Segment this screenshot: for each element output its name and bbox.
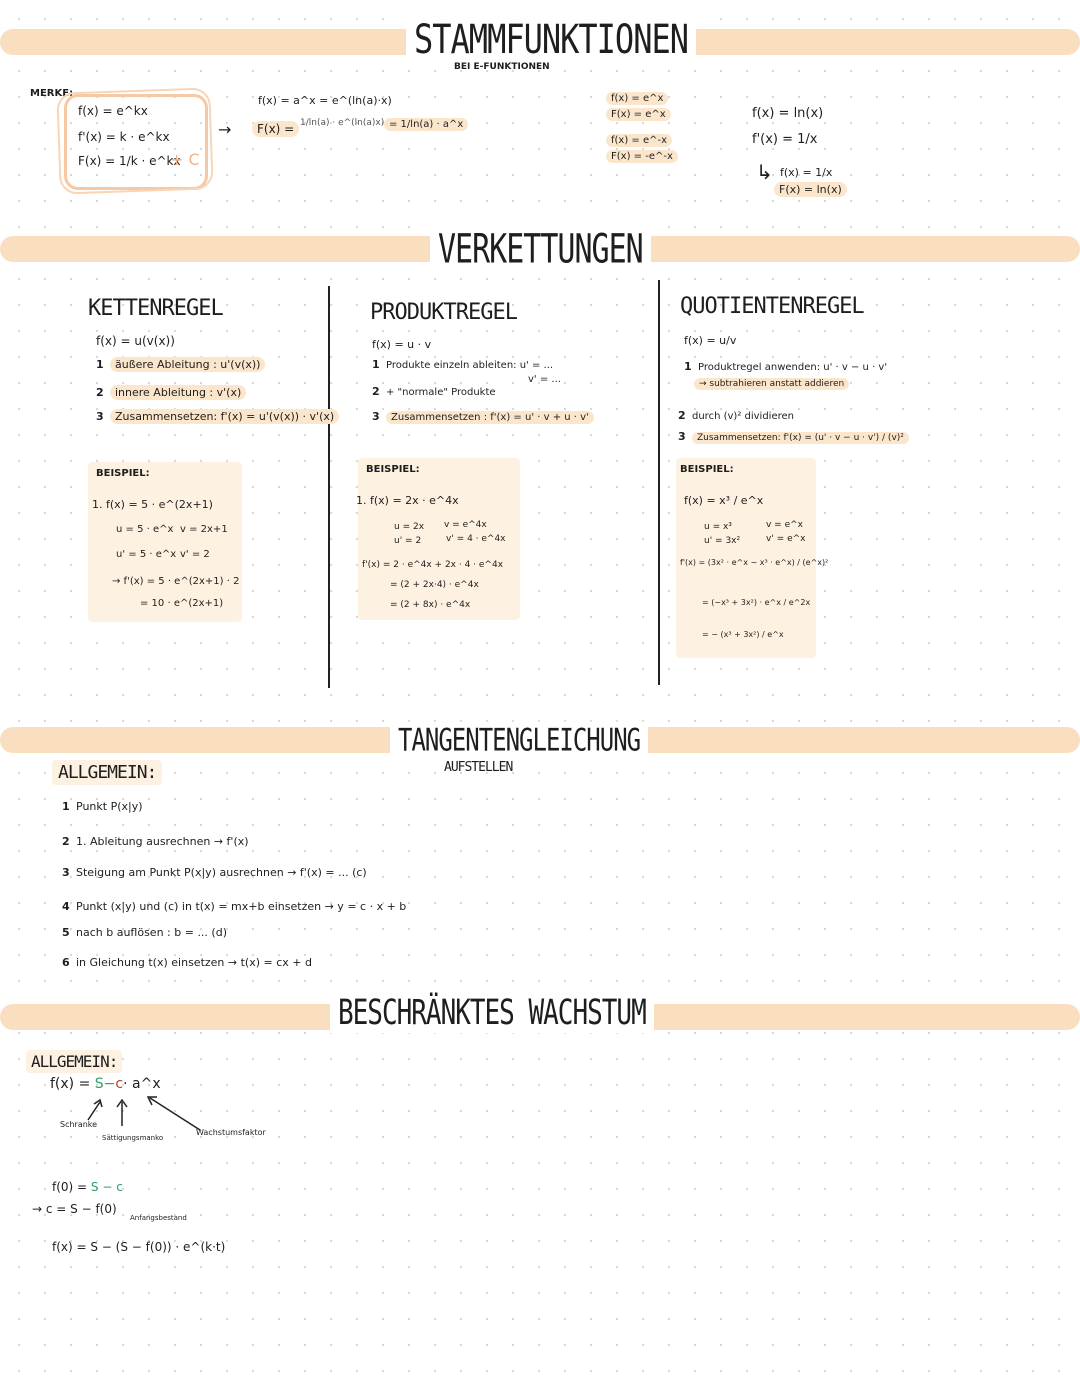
step-number: 1	[372, 358, 380, 371]
wachstum-allgemein-label: ALLGEMEIN:	[26, 1050, 122, 1073]
produktregel-ex-result-3: = (2 + 8x) · e^4x	[390, 600, 471, 610]
column-divider-2	[658, 280, 660, 685]
step-number: 3	[678, 430, 686, 443]
quotientenregel-ex-du: u' = 3x²	[704, 536, 741, 546]
kettenregel-heading: KETTENREGEL	[88, 296, 223, 321]
section-title-wachstum: BESCHRÄNKTES WACHSTUM	[330, 993, 654, 1034]
step-text: Zusammensetzen : f'(x) = u' · v + u · v'	[386, 411, 594, 424]
kettenregel-ex-result-1: → f'(x) = 5 · e^(2x+1) · 2	[112, 576, 240, 587]
quotientenregel-ex-v: v = e^x	[766, 520, 803, 530]
quotientenregel-ex-1: f(x) = x³ / e^x	[684, 494, 764, 507]
produktregel-form: f(x) = u · v	[372, 338, 432, 351]
quotientenregel-example-label: BEISPIEL:	[680, 464, 734, 475]
kettenregel-example-label: BEISPIEL:	[96, 468, 150, 479]
produktregel-step-1b: v' = ...	[528, 374, 561, 385]
wachstum-final-formula: f(x) = S − (S − f(0)) · e^(k·t)	[52, 1240, 226, 1254]
produktregel-ex-du: u' = 2	[394, 536, 422, 546]
tangentengleichung-subtitle: AUFSTELLEN	[444, 760, 513, 775]
step-text: Steigung am Punkt P(x|y) ausrechnen → f'(x) = ... (c)	[76, 866, 367, 879]
produktregel-example-label: BEISPIEL:	[366, 464, 420, 475]
section-title-stammfunktionen: STAMMFUNKTIONEN	[406, 15, 696, 63]
step-number: 5	[62, 926, 70, 939]
step-text: + "normale" Produkte	[386, 387, 496, 398]
formula-rest: · a^x	[123, 1076, 161, 1092]
step-text: Punkt P(x|y)	[76, 800, 143, 813]
kettenregel-ex-u: u = 5 · e^x	[116, 524, 174, 535]
wachstum-formula	[50, 1076, 161, 1092]
f0-line	[52, 1180, 123, 1194]
f0-prefix: f(0) =	[52, 1180, 91, 1194]
quotientenregel-heading: QUOTIENTENREGEL	[680, 294, 864, 319]
quotientenregel-ex-result-2: = (−x³ + 3x²) · e^x / e^2x	[702, 598, 811, 607]
kettenregel-step-1	[96, 358, 265, 371]
step-number: 2	[96, 386, 104, 399]
step-text: durch (v)² dividieren	[692, 411, 794, 422]
merke-constant: + C	[170, 150, 200, 169]
produktregel-ex-result-1: f'(x) = 2 · e^4x + 2x · 4 · e^4x	[362, 560, 504, 570]
kettenregel-ex-result-2: = 10 · e^(2x+1)	[140, 598, 224, 609]
step-number: 2	[678, 409, 686, 422]
kettenregel-ex-dv: v' = 2	[180, 549, 210, 560]
kettenregel-ex-du: u' = 5 · e^x	[116, 549, 177, 560]
tangenten-step-2	[62, 835, 249, 848]
tangenten-step-1	[62, 800, 143, 813]
quotientenregel-step-3	[678, 430, 909, 443]
ex-line-3: f(x) = e^-x	[606, 134, 672, 147]
section-title-tangentengleichung: TANGENTENGLEICHUNG	[390, 722, 648, 758]
step-number: 2	[372, 385, 380, 398]
tangenten-allgemein-label: ALLGEMEIN:	[52, 760, 162, 785]
ex-line-1: f(x) = e^x	[606, 92, 668, 105]
step-text: Zusammensetzen: f'(x) = u'(v(x)) · v'(x)	[110, 409, 339, 424]
ax-line-2-rhs: = 1/ln(a) · a^x	[384, 118, 468, 131]
merke-line-1: f(x) = e^kx	[78, 104, 148, 118]
kettenregel-step-2	[96, 386, 246, 399]
label-saettigungsmanko: Sättigungsmanko	[102, 1134, 164, 1142]
label-schranke: Schranke	[60, 1120, 98, 1129]
produktregel-ex-u: u = 2x	[394, 522, 425, 532]
step-number: 1	[62, 800, 70, 813]
step-text: Punkt (x|y) und (c) in t(x) = mx+b einsetzen → y = c · x + b	[76, 900, 407, 913]
merke-label: MERKE:	[30, 88, 74, 99]
step-number: 1	[684, 360, 692, 373]
step-text: Produktregel anwenden: u' · v − u · v'	[698, 362, 888, 373]
produktregel-ex-1: 1. f(x) = 2x · e^4x	[356, 494, 459, 507]
ln-line-2: f'(x) = 1/x	[752, 132, 818, 147]
quotientenregel-step-2	[678, 409, 794, 422]
kettenregel-ex-v: v = 2x+1	[180, 524, 228, 535]
step-number: 4	[62, 900, 70, 913]
quotientenregel-form: f(x) = u/v	[684, 334, 737, 347]
produktregel-ex-v: v = e^4x	[444, 520, 487, 530]
step-text: innere Ableitung : v'(x)	[110, 385, 246, 400]
quotientenregel-ex-dv: v' = e^x	[766, 534, 806, 544]
label-wachstumsfaktor: Wachstumsfaktor	[196, 1128, 266, 1137]
ax-line-1: f(x) = a^x = e^(ln(a)·x)	[258, 94, 392, 107]
formula-prefix: f(x) =	[50, 1076, 95, 1092]
step-text: in Gleichung t(x) einsetzen → t(x) = cx + d	[76, 956, 312, 969]
produktregel-step-2	[372, 385, 496, 398]
quotientenregel-ex-u: u = x³	[704, 522, 732, 532]
ex-line-4: F(x) = -e^-x	[606, 150, 678, 163]
tangenten-step-4	[62, 900, 406, 913]
produktregel-step-1	[372, 358, 553, 371]
step-number: 3	[96, 410, 104, 423]
ln-line-1: f(x) = ln(x)	[752, 106, 824, 121]
ax-line-2-mid: 1/ln(a) · e^(ln(a)x)	[300, 118, 385, 128]
tangenten-step-6	[62, 956, 312, 969]
merke-line-2: f'(x) = k · e^kx	[78, 130, 170, 144]
c-line: → c = S − f(0)	[32, 1202, 117, 1216]
section-title-verkettungen: VERKETTUNGEN	[430, 226, 651, 273]
produktregel-heading: PRODUKTREGEL	[370, 300, 517, 325]
ax-line-2-lhs: F(x) =	[252, 121, 299, 137]
arrow-icon: →	[218, 120, 232, 139]
hook-arrow-icon: ↳	[756, 160, 773, 184]
step-text: 1. Ableitung ausrechnen → f'(x)	[76, 835, 249, 848]
ln-sub-1: f(x) = 1/x	[780, 166, 833, 179]
step-text: Produkte einzeln ableiten: u' = ...	[386, 360, 554, 371]
quotientenregel-ex-result-3: = − (x³ + 3x²) / e^x	[702, 630, 784, 639]
stammfunktionen-subtitle: BEI E-FUNKTIONEN	[454, 62, 550, 72]
kettenregel-ex-1: 1. f(x) = 5 · e^(2x+1)	[92, 498, 213, 511]
step-number: 1	[96, 358, 104, 371]
formula-schranke: S	[94, 1076, 104, 1092]
formula-c: c	[115, 1076, 124, 1092]
step-text: nach b auflösen : b = ... (d)	[76, 926, 227, 939]
step-number: 3	[372, 410, 380, 423]
kettenregel-form: f(x) = u(v(x))	[96, 334, 175, 348]
tangenten-step-5	[62, 926, 227, 939]
quotientenregel-ex-result-1: f'(x) = (3x² · e^x − x³ · e^x) / (e^x)²	[680, 558, 829, 567]
kettenregel-step-3	[96, 410, 339, 423]
column-divider-1	[328, 286, 330, 688]
step-number: 6	[62, 956, 70, 969]
label-anfangsbestand: Anfangsbestand	[130, 1214, 187, 1222]
f0-value: S − c	[90, 1180, 123, 1194]
tangenten-step-3	[62, 866, 367, 879]
ln-sub-2: F(x) = ln(x)	[774, 182, 847, 197]
ex-line-2: F(x) = e^x	[606, 108, 671, 121]
step-text: äußere Ableitung : u'(v(x))	[110, 357, 265, 372]
quotientenregel-step-1b: → subtrahieren anstatt addieren	[694, 378, 849, 390]
produktregel-ex-result-2: = (2 + 2x·4) · e^4x	[390, 580, 479, 590]
step-number: 2	[62, 835, 70, 848]
step-number: 3	[62, 866, 70, 879]
produktregel-ex-dv: v' = 4 · e^4x	[446, 534, 506, 544]
quotientenregel-step-1	[684, 360, 887, 373]
step-text: Zusammensetzen: f'(x) = (u' · v − u · v') / (v)²	[692, 432, 909, 444]
merke-line-3: F(x) = 1/k · e^kx	[78, 154, 181, 168]
produktregel-step-3	[372, 410, 594, 423]
formula-minus: −	[103, 1076, 116, 1092]
